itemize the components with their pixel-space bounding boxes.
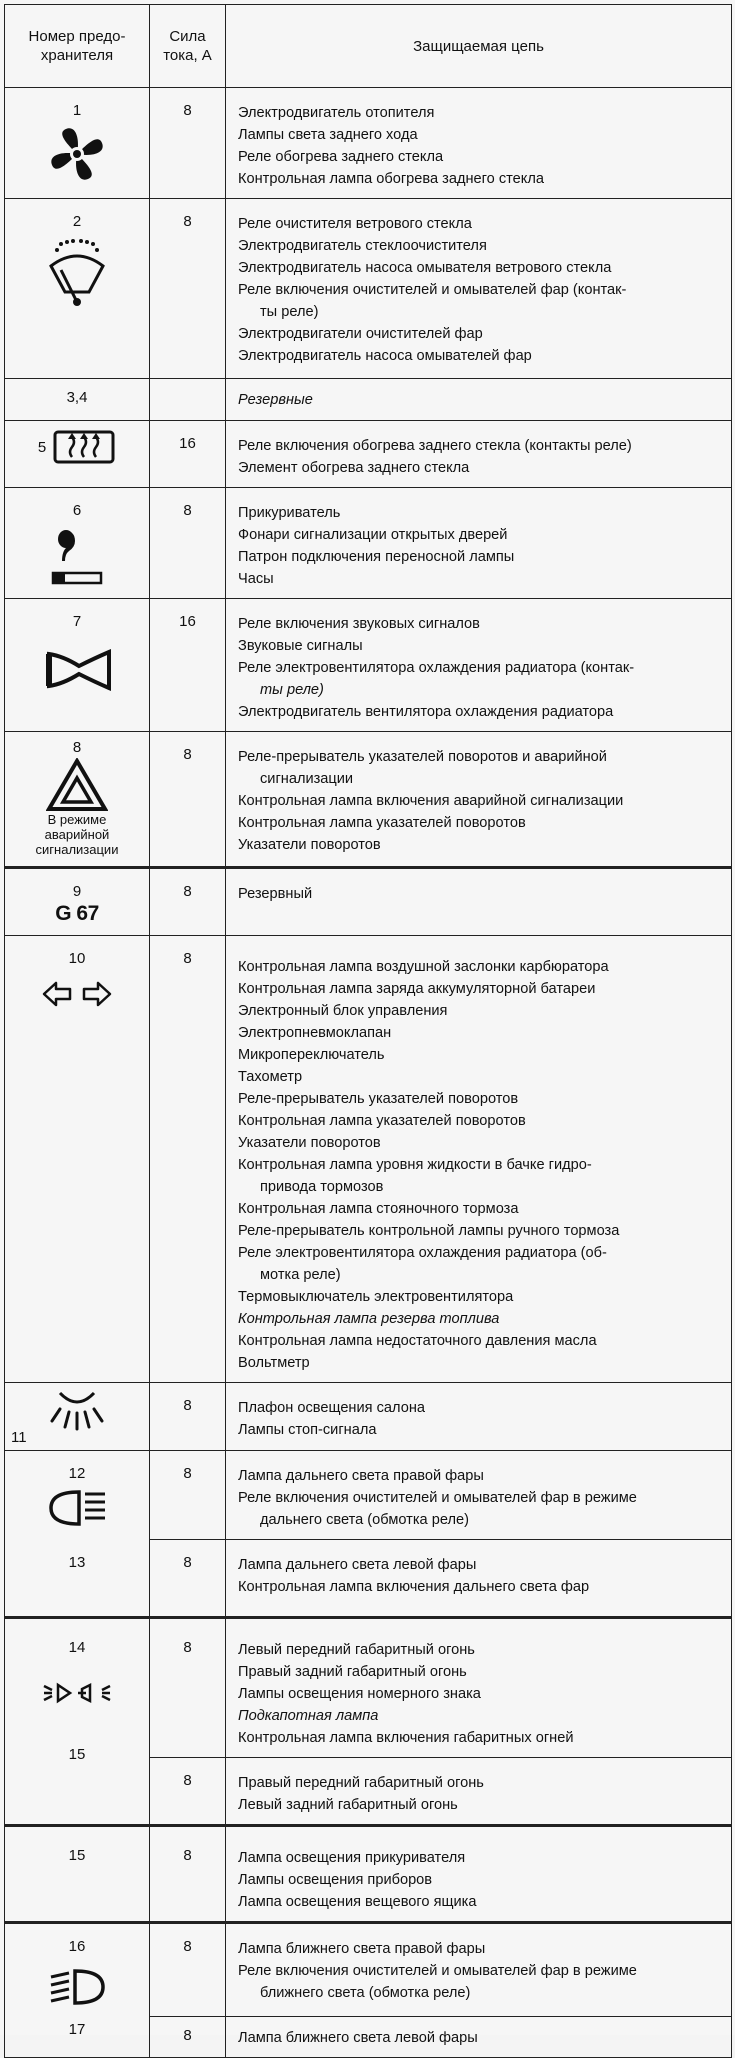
circuit-line: Элемент обогрева заднего стекла: [238, 460, 470, 476]
hazard-icon: [46, 758, 108, 812]
circuit-line: Лампа ближнего света левой фары: [238, 2030, 478, 2046]
circuit-line: Электродвигатель насоса омывателей фар: [238, 348, 532, 364]
circuit-line: Контрольная лампа заряда аккумуляторной батареи: [238, 981, 596, 997]
table-row: [5, 199, 732, 379]
current-cell: 8: [150, 88, 226, 199]
table-row: [5, 1923, 732, 2017]
fuse-number-cell: 10: [5, 936, 150, 1383]
circuit-line: Контрольная лампа включения аварийной сигнализации: [238, 793, 624, 809]
current-cell: 8: [150, 1923, 226, 2017]
fan-icon: [48, 125, 106, 183]
circuit-line: Электродвигатель отопителя: [238, 105, 435, 121]
table-row: [5, 421, 732, 488]
circuit-line: Реле электровентилятора охлаждения радиатора (контак-: [238, 660, 635, 676]
circuit-line: Контрольная лампа обогрева заднего стекла: [238, 171, 544, 187]
circuit-line: Лампа дальнего света левой фары: [238, 1557, 477, 1573]
circuit-line: Реле-прерыватель указателей поворотов и аварийной: [238, 749, 607, 765]
fuse-number-cell: 7: [5, 599, 150, 732]
high-beam-icon: [45, 1488, 109, 1528]
circuit-cell: [226, 88, 732, 199]
table-row: [5, 488, 732, 599]
current-cell: 8: [150, 1451, 226, 1540]
circuit-line: Указатели поворотов: [238, 1135, 381, 1151]
circuit-line: Фонари сигнализации открытых дверей: [238, 527, 508, 543]
circuit-line: ты реле): [260, 682, 324, 698]
circuit-line: Реле включения очистителей и омывателей фар в режиме: [238, 1963, 637, 1979]
circuit-cell: [226, 1451, 732, 1540]
table-row: [5, 379, 732, 421]
wiper-icon: [45, 236, 109, 308]
current-cell: 8: [150, 1826, 226, 1923]
circuit-line: Реле обогрева заднего стекла: [238, 149, 444, 165]
circuit-line: Контрольная лампа включения габаритных огней: [238, 1730, 574, 1746]
table-row: [5, 599, 732, 732]
circuit-line: Указатели поворотов: [238, 837, 381, 853]
table-row: [5, 732, 732, 868]
circuit-cell: [226, 2017, 732, 2058]
fuse-number-cell: 12 13: [5, 1451, 150, 1618]
circuit-line: Вольтметр: [238, 1355, 310, 1371]
circuit-line: Лампы света заднего хода: [238, 127, 418, 143]
current-cell: 8: [150, 1758, 226, 1826]
relay-code: G 67: [55, 902, 99, 925]
circuit-line: Лампа дальнего света правой фары: [238, 1468, 484, 1484]
circuit-line: Контрольная лампа резерва топлива: [238, 1311, 500, 1327]
interior-light-icon: [46, 1387, 108, 1431]
fuse-number-cell: 14 15: [5, 1618, 150, 1826]
fuse-number-cell: 3,4: [5, 379, 150, 421]
current-cell: 8: [150, 936, 226, 1383]
table-header-row: [5, 5, 732, 88]
circuit-cell: [226, 379, 732, 421]
circuit-cell: [226, 1826, 732, 1923]
circuit-cell: [226, 1758, 732, 1826]
circuit-cell: [226, 421, 732, 488]
circuit-cell: [226, 1923, 732, 2017]
circuit-line: Лампа ближнего света правой фары: [238, 1941, 486, 1957]
table-row: [5, 1618, 732, 1758]
header-current: Сила тока, А: [150, 5, 226, 88]
circuit-line: Электродвигатель стеклоочистителя: [238, 238, 487, 254]
header-circuit: Защищаемая цепь: [226, 5, 732, 88]
circuit-line: Реле-прерыватель контрольной лампы ручного тормоза: [238, 1223, 620, 1239]
circuit-line: Лампы освещения приборов: [238, 1872, 433, 1888]
circuit-cell: [226, 1383, 732, 1451]
circuit-line: Тахометр: [238, 1069, 303, 1085]
circuit-line: Левый задний габаритный огонь: [238, 1797, 458, 1813]
circuit-line: Электропневмоклапан: [238, 1025, 392, 1041]
current-cell: [150, 379, 226, 421]
circuit-line: дальнего света (обмотка реле): [260, 1512, 469, 1528]
current-cell: 8: [150, 1540, 226, 1618]
circuit-line: Электродвигатель насоса омывателя ветрового стекла: [238, 260, 612, 276]
circuit-line: Лампы освещения номерного знака: [238, 1686, 481, 1702]
circuit-line: Реле электровентилятора охлаждения радиатора (об-: [238, 1245, 607, 1261]
low-beam-icon: [45, 1967, 109, 2007]
circuit-line: Микропереключатель: [238, 1047, 385, 1063]
hazard-note: В режиме: [47, 812, 107, 827]
circuit-line: Прикуриватель: [238, 505, 341, 521]
circuit-line: Электродвигатель вентилятора охлаждения радиатора: [238, 704, 614, 720]
circuit-cell: [226, 868, 732, 936]
circuit-cell: [226, 199, 732, 379]
current-cell: 8: [150, 732, 226, 868]
circuit-line: Контрольная лампа стояночного тормоза: [238, 1201, 519, 1217]
table-row: [5, 88, 732, 199]
circuit-line: Контрольная лампа уровня жидкости в бачке гидро-: [238, 1157, 592, 1173]
circuit-line: сигнализации: [260, 771, 354, 787]
table-row: [5, 1383, 732, 1451]
circuit-line: Правый передний габаритный огонь: [238, 1775, 484, 1791]
circuit-cell: [226, 732, 732, 868]
circuit-line: Контрольная лампа указателей поворотов: [238, 1113, 526, 1129]
circuit-line: Реле-прерыватель указателей поворотов: [238, 1091, 519, 1107]
circuit-line: Реле включения обогрева заднего стекла (контакты реле): [238, 438, 632, 454]
fuse-number-cell: 11: [5, 1383, 150, 1451]
fuse-number-cell: 2: [5, 199, 150, 379]
table-row: [5, 1451, 732, 1540]
circuit-line: Плафон освещения салона: [238, 1400, 425, 1416]
current-cell: 8: [150, 868, 226, 936]
table-row: [5, 936, 732, 1383]
horn-icon: [41, 642, 113, 698]
circuit-line: Контрольная лампа воздушной заслонки карбюратора: [238, 959, 609, 975]
cigarette-lighter-icon: [49, 525, 105, 587]
fuse-number-cell: 1: [5, 88, 150, 199]
current-cell: 8: [150, 488, 226, 599]
circuit-cell: [226, 1540, 732, 1618]
fuse-number-cell: 5: [5, 421, 150, 488]
circuit-line: Лампа освещения прикуривателя: [238, 1850, 466, 1866]
circuit-line: Лампа освещения вещевого ящика: [238, 1894, 477, 1910]
circuit-line: ты реле): [260, 304, 319, 320]
current-cell: 8: [150, 1383, 226, 1451]
circuit-line: привода тормозов: [260, 1179, 384, 1195]
circuit-cell: [226, 936, 732, 1383]
fuse-number-cell: 16 17: [5, 1923, 150, 2058]
parking-lights-icon: [40, 1678, 114, 1708]
circuit-line: Правый задний габаритный огонь: [238, 1664, 467, 1680]
circuit-line: Резервные: [238, 392, 313, 408]
circuit-line: Реле очистителя ветрового стекла: [238, 216, 472, 232]
circuit-line: Электродвигатели очистителей фар: [238, 326, 483, 342]
circuit-cell: [226, 599, 732, 732]
rear-defrost-icon: [52, 429, 116, 465]
circuit-cell: [226, 488, 732, 599]
fuse-table: [4, 4, 732, 2058]
fuse-number-cell: 6: [5, 488, 150, 599]
circuit-line: Термовыключатель электровентилятора: [238, 1289, 514, 1305]
current-cell: 8: [150, 2017, 226, 2058]
circuit-line: ближнего света (обмотка реле): [260, 1985, 471, 2001]
fuse-number-cell: 8 В режиме аварийной сигнализации: [5, 732, 150, 868]
fuse-number-cell: 15: [5, 1826, 150, 1923]
circuit-line: Часы: [238, 571, 274, 587]
current-cell: 8: [150, 1618, 226, 1758]
circuit-line: Контрольная лампа недостаточного давления масла: [238, 1333, 597, 1349]
circuit-line: Реле включения очистителей и омывателей фар (контак-: [238, 282, 627, 298]
circuit-line: Контрольная лампа включения дальнего света фар: [238, 1579, 590, 1595]
circuit-line: Резервный: [238, 886, 313, 902]
circuit-cell: [226, 1618, 732, 1758]
circuit-line: Лампы стоп-сигнала: [238, 1422, 377, 1438]
circuit-line: Реле включения звуковых сигналов: [238, 616, 480, 632]
circuit-line: Подкапотная лампа: [238, 1708, 379, 1724]
circuit-line: Контрольная лампа указателей поворотов: [238, 815, 526, 831]
hazard-note: сигнализации: [35, 842, 119, 857]
circuit-line: Патрон подключения переносной лампы: [238, 549, 515, 565]
fuse-number-cell: 9 G 67: [5, 868, 150, 936]
header-fuse-number: Номер предо- хранителя: [5, 5, 150, 88]
circuit-line: Левый передний габаритный огонь: [238, 1642, 475, 1658]
current-cell: 8: [150, 199, 226, 379]
circuit-line: Электронный блок управления: [238, 1003, 448, 1019]
table-row: [5, 868, 732, 936]
table-row: [5, 1826, 732, 1923]
current-cell: 16: [150, 421, 226, 488]
current-cell: 16: [150, 599, 226, 732]
circuit-line: мотка реле): [260, 1267, 341, 1283]
hazard-note: аварийной: [44, 827, 110, 842]
circuit-line: Звуковые сигналы: [238, 638, 363, 654]
circuit-line: Реле включения очистителей и омывателей фар в режиме: [238, 1490, 637, 1506]
turn-signal-icon: [40, 979, 114, 1009]
